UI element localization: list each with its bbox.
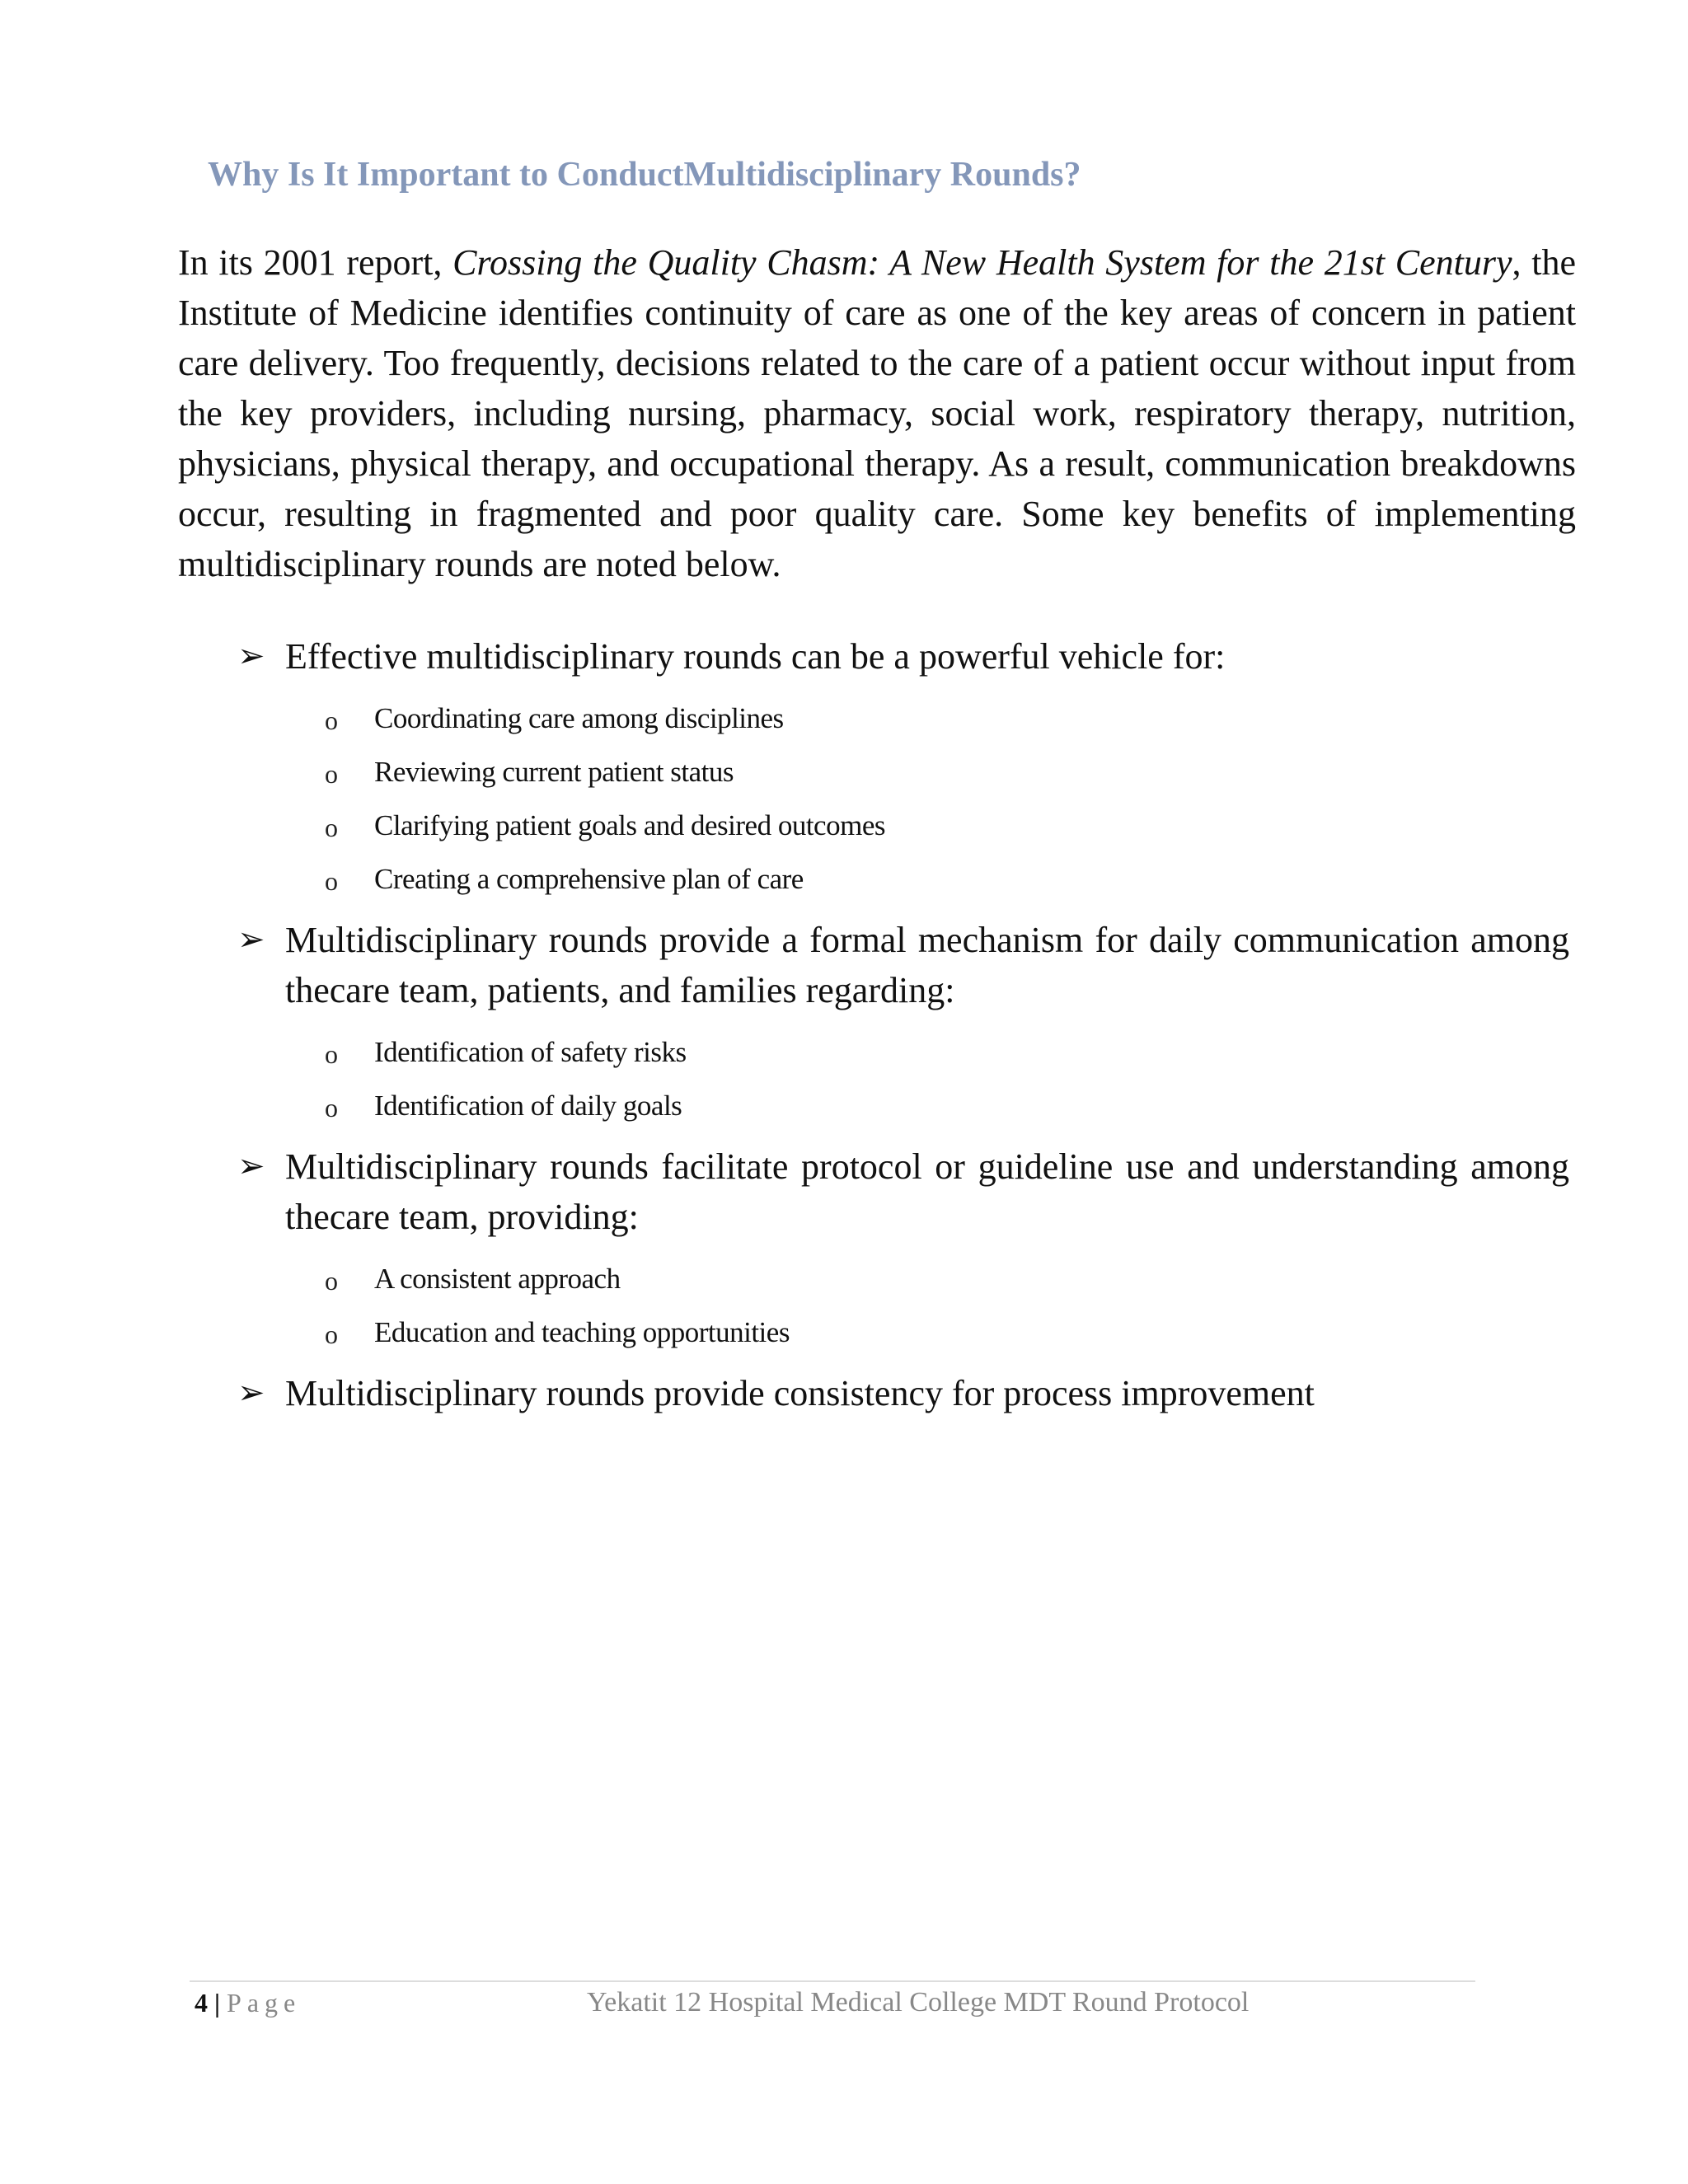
list-item-text: Multidisciplinary rounds facilitate protocol or guideline use and understanding among thecare team, providing:	[285, 1146, 1569, 1237]
arrow-bullet-icon: ➢	[237, 1374, 265, 1412]
sub-list-item-text: Coordinating care among disciplines	[374, 702, 784, 734]
sub-list-item-text: A consistent approach	[374, 1263, 621, 1295]
sub-list-item	[178, 808, 1497, 849]
arrow-bullet-icon: ➢	[237, 1147, 265, 1185]
sub-list-item-text: Education and teaching opportunities	[374, 1316, 790, 1348]
intro-text-start: In its 2001 report,	[178, 242, 453, 283]
sub-list-item-text: Identification of daily goals	[374, 1090, 682, 1122]
sub-list-item	[178, 701, 1497, 742]
circle-bullet-icon: o	[325, 866, 338, 896]
footer-divider	[190, 1980, 1475, 1982]
report-title: Crossing the Quality Chasm: A New Health System for the 21st Century	[452, 242, 1512, 283]
sub-list-item	[178, 754, 1497, 795]
sub-list-item	[178, 1315, 1497, 1356]
circle-bullet-icon: o	[325, 705, 338, 735]
page-number	[195, 1986, 301, 2019]
list-item-text: Effective multidisciplinary rounds can be a powerful vehicle for:	[285, 636, 1226, 677]
sub-list-item-text: Identification of safety risks	[374, 1036, 687, 1068]
page-number-value: 4	[195, 1988, 208, 2018]
circle-bullet-icon: o	[325, 759, 338, 789]
arrow-bullet-icon: ➢	[237, 637, 265, 675]
intro-paragraph	[178, 237, 1576, 589]
list-item-text: Multidisciplinary rounds provide a formal mechanism for daily communication among thecare team, patients, and families regarding:	[285, 920, 1569, 1010]
sub-list-item-text: Clarifying patient goals and desired outcomes	[374, 809, 885, 841]
list-item-text: Multidisciplinary rounds provide consistency for process improvement	[285, 1373, 1315, 1413]
sub-list-item	[178, 1034, 1497, 1076]
arrow-bullet-icon: ➢	[237, 921, 265, 958]
circle-bullet-icon: o	[325, 1266, 338, 1296]
circle-bullet-icon: o	[325, 1319, 338, 1349]
sub-list-item	[178, 1261, 1497, 1302]
sub-list-item	[178, 861, 1497, 902]
intro-text-rest: , the Institute of Medicine identifies continuity of care as one of the key areas of concern in patient care delivery. Too frequently, decisions related to the care of a patient occur without input from the key providers, including nursing, pharmacy, social work, respiratory therapy, nutrition, physicians, physical therapy, and occupational therapy. As a result, communication breakdowns occur, resulting in fragmented and poor quality care. Some key benefits of implementing multidisciplinary rounds are noted below.	[178, 242, 1576, 584]
section-heading: Why Is It Important to ConductMultidisciplinary Rounds?	[208, 156, 1081, 194]
sub-list-item-text: Creating a comprehensive plan of care	[374, 863, 804, 895]
circle-bullet-icon: o	[325, 813, 338, 842]
sub-list-item-text: Reviewing current patient status	[374, 756, 734, 788]
circle-bullet-icon: o	[325, 1093, 338, 1122]
page-label: Page	[227, 1988, 302, 2018]
footer-title: Yekatit 12 Hospital Medical College MDT Round Protocol	[587, 1987, 1250, 2018]
circle-bullet-icon: o	[325, 1039, 338, 1069]
sub-list-item	[178, 1088, 1497, 1129]
page-separator: |	[214, 1988, 221, 2018]
